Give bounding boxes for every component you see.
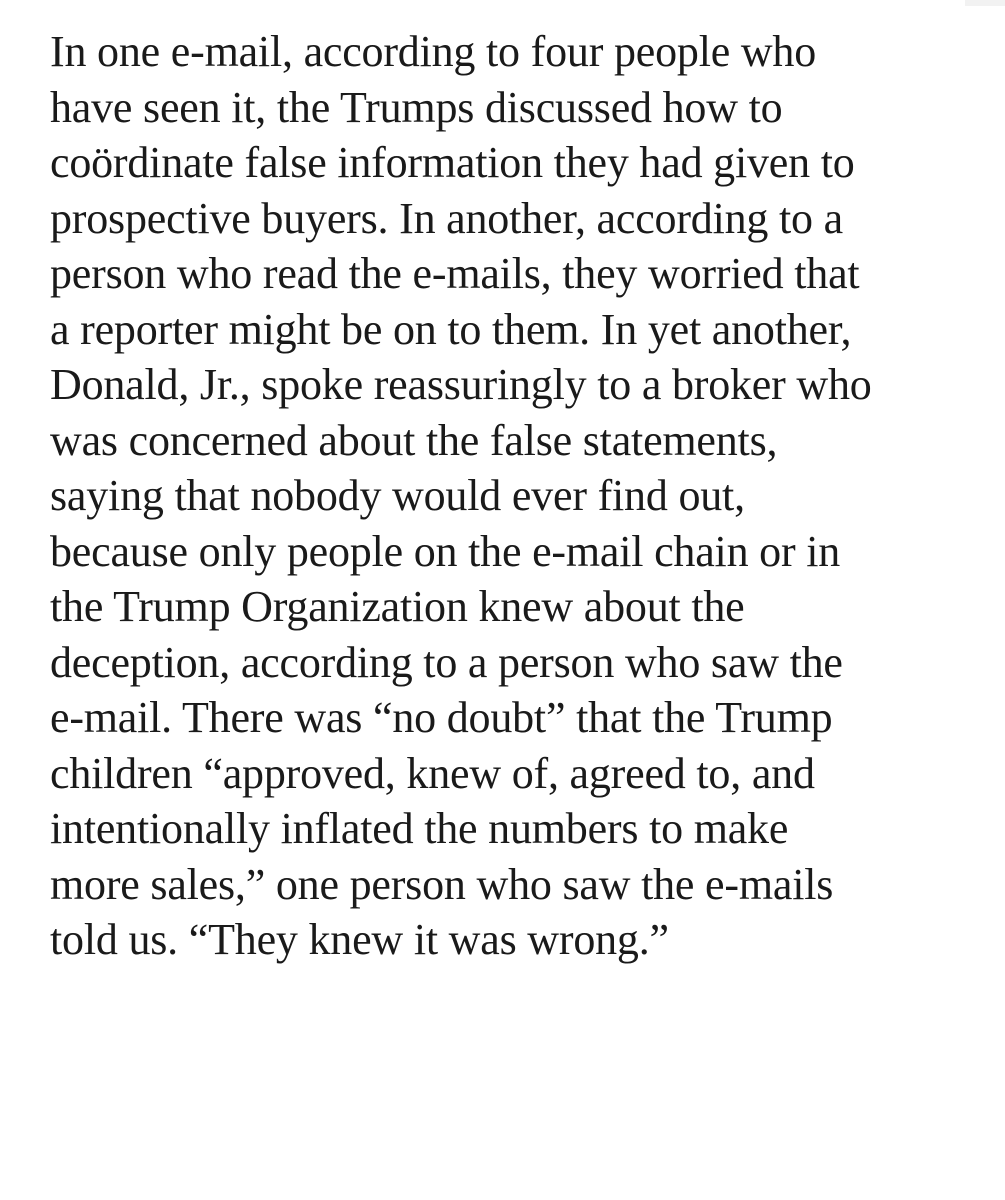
paragraph-line: e-mail. There was “no doubt” that the Trump [50, 693, 833, 742]
top-edge-shadow [965, 0, 1005, 6]
paragraph-line: was concerned about the false statements, [50, 415, 778, 465]
paragraph-line: deception, according to a person who saw the [50, 637, 843, 687]
paragraph-line: saying that nobody would ever find out, [50, 471, 745, 520]
paragraph-line: person who read the e-mails, they worried that [50, 249, 860, 298]
paragraph-line: prospective buyers. In another, according to a [50, 193, 843, 243]
paragraph-line: the Trump Organization knew about the [50, 582, 745, 631]
paragraph-line: coördinate false information they had given to [50, 138, 855, 187]
article-paragraph [50, 24, 990, 968]
paragraph-line: children “approved, knew of, agreed to, and [50, 748, 815, 798]
paragraph-line: In one e-mail, according to four people who [50, 27, 817, 76]
paragraph-line: told us. “They knew it was wrong.” [50, 915, 669, 964]
paragraph-line: more sales,” one person who saw the e-mails [50, 859, 834, 909]
paragraph-line: have seen it, the Trumps discussed how to [50, 82, 783, 132]
paragraph-line: intentionally inflated the numbers to make [50, 804, 789, 853]
paragraph-line: a reporter might be on to them. In yet another, [50, 304, 852, 354]
paragraph-line: because only people on the e-mail chain or in [50, 526, 841, 576]
paragraph-line: Donald, Jr., spoke reassuringly to a broker who [50, 360, 872, 409]
